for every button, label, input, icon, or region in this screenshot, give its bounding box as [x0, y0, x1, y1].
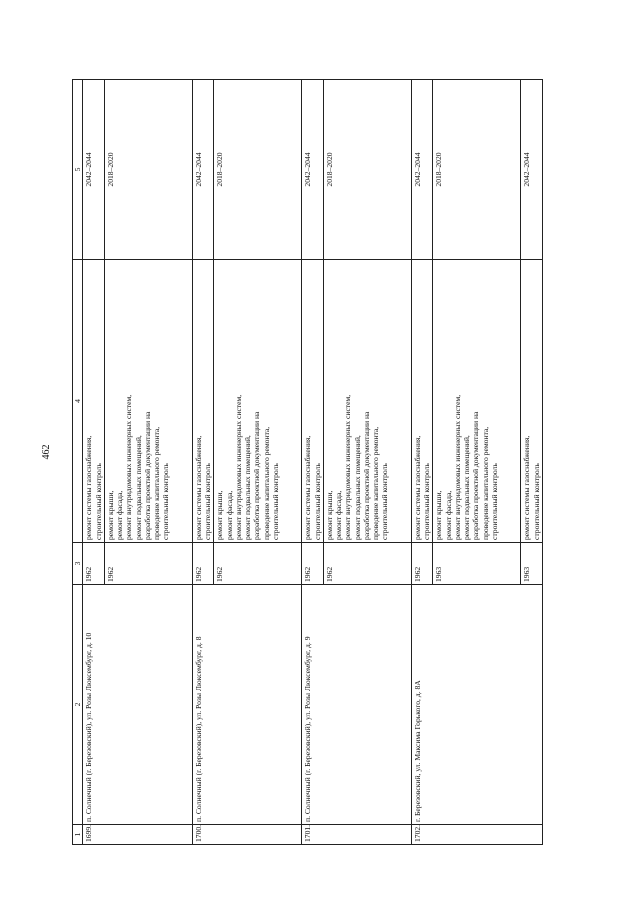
year-built: 1963 [433, 543, 521, 585]
work-item: ремонт крыши, [105, 490, 115, 540]
repair-period: 2042–2044 [521, 80, 543, 260]
work-item: ремонт внутридомовых инженерных систем, [343, 394, 353, 540]
record-address: г. Березовский, ул. Максима Горького, д. 8А [411, 585, 542, 825]
year-built: 1962 [323, 543, 411, 585]
work-item: проведение капитального ремонта, [480, 426, 490, 540]
works-list [83, 260, 105, 543]
page-number: 462 [41, 444, 52, 460]
work-item: строительный контроль [489, 463, 499, 540]
year-built: 1962 [104, 543, 192, 585]
repair-period: 2042–2044 [192, 80, 214, 260]
work-item: ремонт фасада, [115, 490, 124, 540]
work-item: ремонт системы газоснабжения, [193, 435, 203, 540]
works-list [104, 260, 192, 543]
repair-period: 2018–2020 [323, 80, 411, 260]
work-item: ремонт крыши, [324, 490, 334, 540]
repair-period: 2018–2020 [433, 80, 521, 260]
year-built: 1962 [411, 543, 433, 585]
works-list [214, 260, 302, 543]
work-item: проведение капитального ремонта, [261, 426, 271, 540]
work-item: ремонт системы газоснабжения, [303, 435, 313, 540]
work-item: разработка проектной документации на [471, 411, 481, 540]
record-address: п. Солнечный (г. Березовский), ул. Розы Люксембург, д. 8 [192, 585, 302, 825]
column-header: 5 [73, 80, 83, 260]
work-item: строительный контроль [270, 463, 280, 540]
repair-period: 2042–2044 [411, 80, 433, 260]
column-header: 2 [73, 585, 83, 825]
column-header: 4 [73, 260, 83, 543]
table-row [411, 80, 433, 845]
record-address: п. Солнечный (г. Березовский), ул. Розы Люксембург, д. 10 [83, 585, 193, 825]
year-built: 1962 [214, 543, 302, 585]
work-item: строительный контроль [161, 463, 171, 540]
capital-repair-table [72, 79, 543, 845]
table-row [192, 80, 214, 845]
work-item: ремонт внутридомовых инженерных систем, [124, 394, 134, 540]
work-item: ремонт фасада, [334, 490, 343, 540]
works-list [521, 260, 543, 543]
record-number: 1701. [302, 825, 412, 845]
work-item: разработка проектной документации на [142, 411, 152, 540]
work-item: разработка проектной документации на [252, 411, 262, 540]
work-item: ремонт крыши, [434, 490, 444, 540]
column-header: 3 [73, 543, 83, 585]
header-row [73, 80, 83, 845]
work-item: ремонт подвальных помещений, [352, 435, 362, 540]
year-built: 1962 [192, 543, 214, 585]
work-item: ремонт внутридомовых инженерных систем, [452, 394, 462, 540]
work-item: строительный контроль [531, 463, 541, 540]
work-item: ремонт внутридомовых инженерных систем, [233, 394, 243, 540]
record-number: 1700. [192, 825, 302, 845]
repair-period: 2042–2044 [83, 80, 105, 260]
record-number: 1702. [411, 825, 542, 845]
work-item: ремонт подвальных помещений, [243, 435, 252, 540]
year-built: 1962 [302, 543, 324, 585]
repair-period: 2018–2020 [104, 80, 192, 260]
work-item: строительный контроль [93, 463, 103, 540]
works-list [302, 260, 324, 543]
work-item: ремонт фасада, [443, 490, 453, 540]
table-row [83, 80, 105, 845]
work-item: ремонт системы газоснабжения, [412, 435, 422, 540]
column-header: 1 [73, 825, 83, 845]
work-item: ремонт системы газоснабжения, [84, 435, 94, 540]
works-list [323, 260, 411, 543]
work-item: ремонт подвальных помещений, [133, 435, 143, 540]
work-item: проведение капитального ремонта, [152, 426, 161, 540]
rotated-page [72, 80, 582, 845]
work-item: ремонт крыши, [215, 490, 225, 540]
work-item: проведение капитального ремонта, [371, 426, 380, 540]
work-item: строительный контроль [422, 463, 431, 540]
table-row [302, 80, 324, 845]
work-item: строительный контроль [380, 463, 390, 540]
works-list [411, 260, 433, 543]
work-item: ремонт системы газоснабжения, [522, 435, 532, 540]
work-item: разработка проектной документации на [361, 411, 371, 540]
repair-period: 2042–2044 [302, 80, 324, 260]
year-built: 1962 [83, 543, 105, 585]
works-list [192, 260, 214, 543]
work-item: строительный контроль [203, 463, 212, 540]
record-number: 1699. [83, 825, 193, 845]
works-list [433, 260, 521, 543]
record-address: п. Солнечный (г. Березовский), ул. Розы Люксембург, д. 9 [302, 585, 412, 825]
repair-period: 2018–2020 [214, 80, 302, 260]
year-built: 1963 [521, 543, 543, 585]
work-item: ремонт подвальных помещений, [462, 435, 471, 540]
table-body [83, 80, 543, 845]
work-item: строительный контроль [312, 463, 322, 540]
work-item: ремонт фасада, [224, 490, 234, 540]
